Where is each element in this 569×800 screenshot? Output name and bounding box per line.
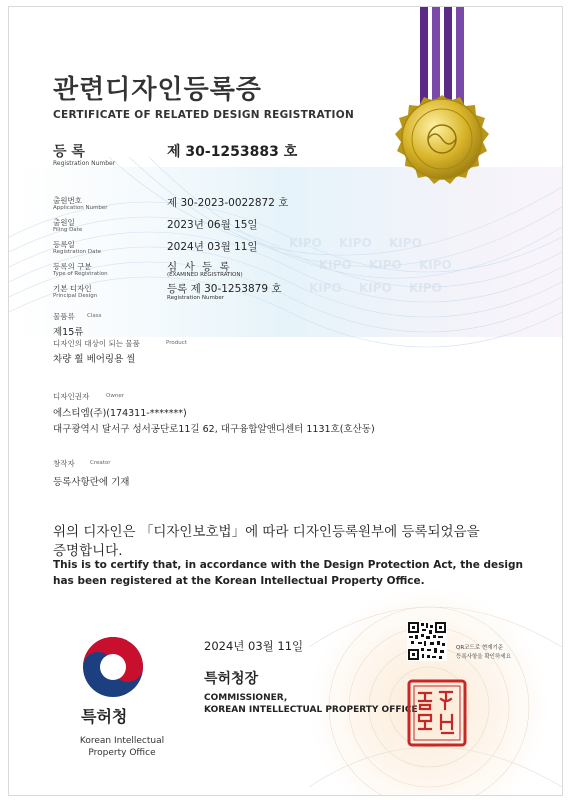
owner-name: 에스티엠(주)(174311-*******) <box>53 408 187 419</box>
registration-type-value-en: (EXAMINED REGISTRATION) <box>167 272 243 278</box>
filing-date-label-en: Filing Date <box>53 227 83 233</box>
creator-label: 창작자 <box>53 459 75 468</box>
qr-note-line-2: 등록사항을 확인하세요 <box>456 654 511 660</box>
registration-type-label-en: Type of Registration <box>53 271 108 277</box>
svg-text:KIPO: KIPO <box>419 258 452 272</box>
kipo-taegeuk-logo-icon <box>81 635 145 699</box>
principal-design-value-en: Registration Number <box>167 295 225 301</box>
svg-text:KIPO: KIPO <box>409 281 442 295</box>
official-stamp-icon <box>407 679 467 747</box>
class-value: 제15류 <box>53 327 84 338</box>
commissioner-en-line-2: KOREAN INTELLECTUAL PROPERTY OFFICE <box>204 705 418 715</box>
registration-type-value: 심 사 등 록 <box>167 261 232 273</box>
svg-text:KIPO: KIPO <box>339 236 372 250</box>
svg-text:KIPO: KIPO <box>389 236 422 250</box>
document-title: 관련디자인등록증 <box>53 75 262 105</box>
creator-value: 등록사항란에 기재 <box>53 477 130 488</box>
certification-en-line-2: has been registered at the Korean Intellectual Property Office. <box>53 575 425 587</box>
commissioner-en-line-1: COMMISSIONER, <box>204 693 288 703</box>
principal-design-value: 등록 제 30-1253879 호 <box>167 283 282 295</box>
registration-label: 등 록 <box>53 144 85 160</box>
product-value: 차량 휠 베어링용 씰 <box>53 354 136 365</box>
owner-address: 대구광역시 달서구 성서공단로11길 62, 대구융합알앤디센터 1131호(호산동) <box>53 424 375 435</box>
office-name-ko: 특허청 <box>81 707 128 726</box>
registration-number: 제 30-1253883 호 <box>167 144 298 160</box>
filing-date-label: 출원일 <box>53 218 75 227</box>
document-subtitle: CERTIFICATE OF RELATED DESIGN REGISTRATION <box>53 109 355 121</box>
svg-text:KIPO: KIPO <box>309 281 342 295</box>
application-number-label: 출원번호 <box>53 196 82 205</box>
certification-ko-line-2: 증명합니다. <box>53 543 123 559</box>
certification-en-line-1: This is to certify that, in accordance with the Design Protection Act, the design <box>53 559 523 571</box>
registration-date-value: 2024년 03월 11일 <box>167 241 258 253</box>
commissioner-ko: 특허청장 <box>204 671 259 687</box>
product-label: 디자인의 대상이 되는 물품 <box>53 339 140 348</box>
owner-label-en: Owner <box>106 393 124 399</box>
class-label-en: Class <box>87 313 102 319</box>
creator-label-en: Creator <box>90 460 111 466</box>
class-label: 물품류 <box>53 312 75 321</box>
registration-type-label: 등록의 구분 <box>53 262 92 271</box>
svg-text:KIPO: KIPO <box>359 281 392 295</box>
qr-note-line-1: QR코드로 현재기준 <box>456 645 504 651</box>
watermark-text: KIPO <box>289 236 322 250</box>
filing-date-value: 2023년 06월 15일 <box>167 219 258 231</box>
owner-label: 디자인권자 <box>53 392 90 401</box>
principal-design-label-en: Principal Design <box>53 293 98 299</box>
application-number-value: 제 30-2023-0022872 호 <box>167 197 289 209</box>
office-name-en-line-1: Korean Intellectual <box>79 736 165 746</box>
svg-text:KIPO: KIPO <box>369 258 402 272</box>
certificate-page <box>8 6 563 796</box>
principal-design-label: 기본 디자인 <box>53 284 92 293</box>
certification-ko-line-1: 위의 디자인은 「디자인보호법」에 따라 디자인등록원부에 등록되었음을 <box>53 524 480 540</box>
qr-code-icon <box>407 621 447 661</box>
registration-date-label: 등록일 <box>53 240 75 249</box>
registration-label-en: Registration Number <box>53 160 116 167</box>
registration-date-label-en: Registration Date <box>53 249 102 255</box>
application-number-label-en: Application Number <box>53 205 108 211</box>
product-label-en: Product <box>166 340 187 346</box>
issue-date: 2024년 03월 11일 <box>204 639 304 653</box>
svg-text:KIPO: KIPO <box>319 258 352 272</box>
office-name-en-line-2: Property Office <box>88 748 156 758</box>
